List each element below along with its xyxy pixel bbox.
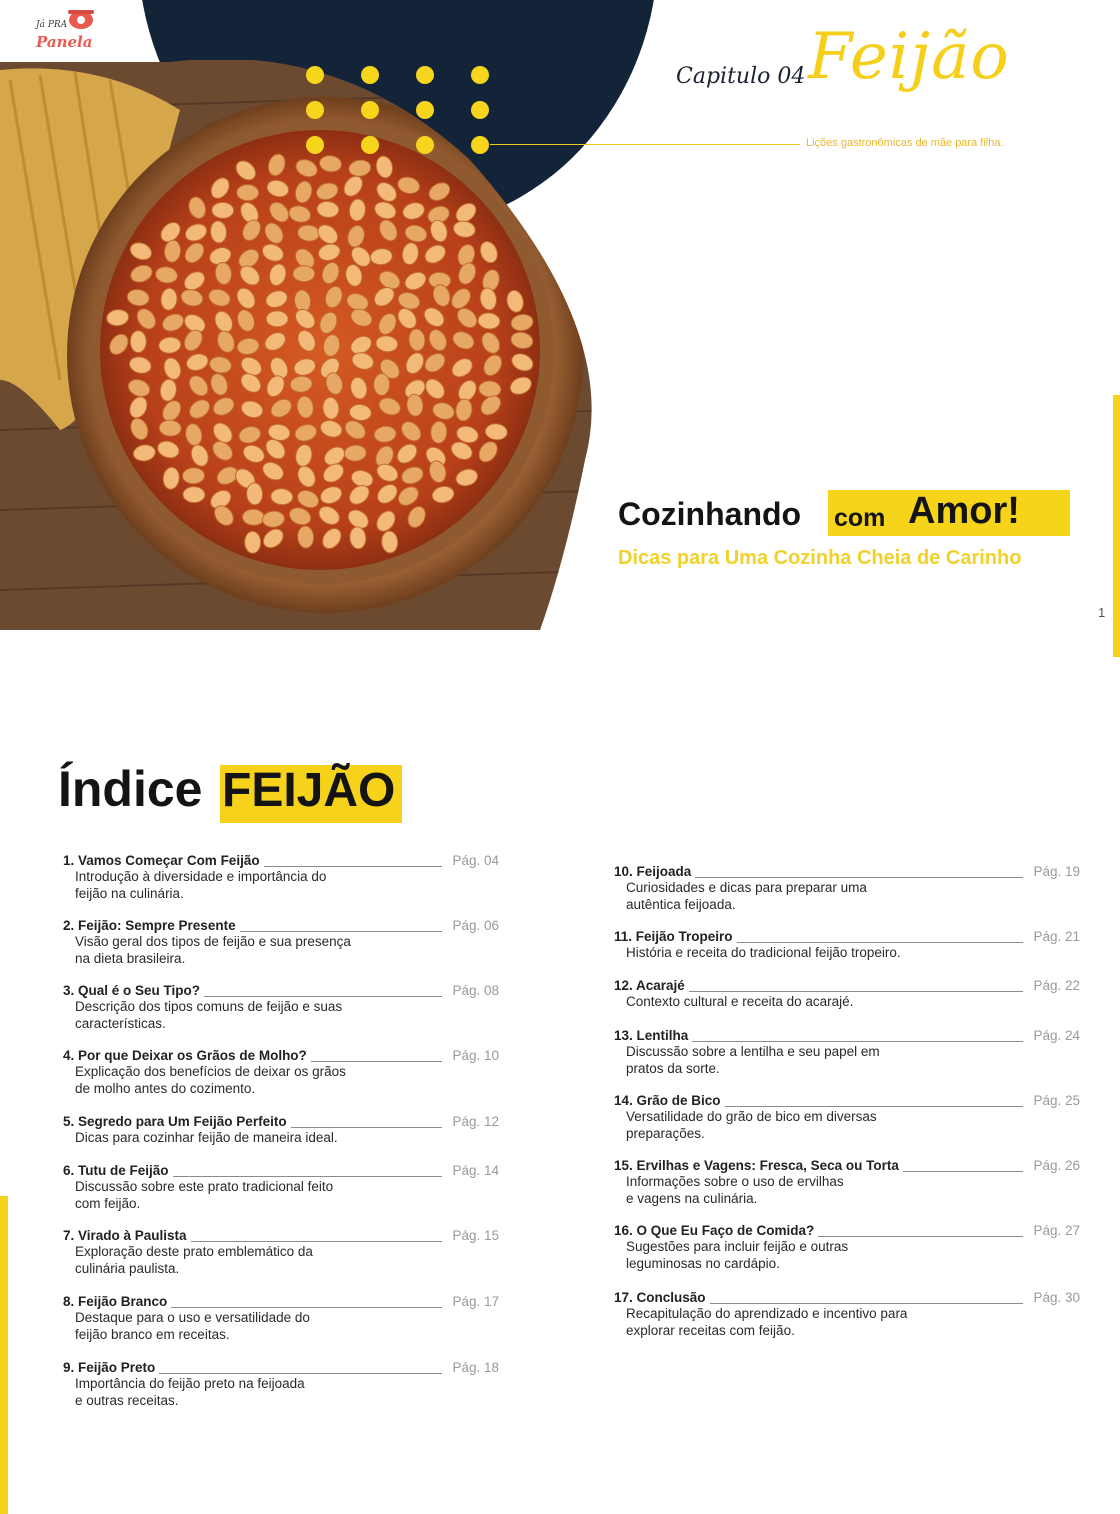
toc-item	[63, 1228, 499, 1278]
toc-leader-line	[311, 1061, 443, 1062]
toc-description-line: de molho antes do cozimento.	[75, 1080, 256, 1096]
toc-item-description	[75, 1376, 305, 1409]
toc-description-line: Importância do feijão preto na feijoada	[75, 1376, 305, 1391]
accent-bar	[1113, 395, 1120, 657]
headline-part3: Amor!	[908, 490, 1020, 532]
subheadline: Dicas para Uma Cozinha Cheia de Carinho	[618, 547, 1022, 569]
toc-item	[63, 983, 499, 1033]
chapter-title: Feijão	[808, 20, 1010, 94]
toc-item-title: 11. Feijão Tropeiro	[614, 929, 733, 944]
toc-description-line: autêntica feijoada.	[626, 896, 736, 912]
toc-item-title: 13. Lentilha	[614, 1028, 689, 1043]
toc-item-title: 4. Por que Deixar os Grãos de Molho?	[63, 1048, 307, 1063]
toc-description-line: Explicação dos benefícios de deixar os grãos	[75, 1064, 346, 1079]
decor-dot	[471, 136, 489, 154]
decor-dot	[306, 101, 324, 119]
toc-item-page: Pág. 25	[1033, 1093, 1080, 1108]
toc-item-description	[75, 869, 326, 902]
toc-item-title: 6. Tutu de Feijão	[63, 1163, 169, 1178]
toc-description-line: Introdução à diversidade e importância do	[75, 869, 327, 884]
toc-item-page: Pág. 21	[1033, 929, 1080, 944]
toc-description-line: feijão na culinária.	[75, 885, 184, 901]
toc-leader-line	[291, 1127, 443, 1128]
toc-item-page: Pág. 06	[452, 918, 499, 933]
toc-leader-line	[692, 1041, 1023, 1042]
toc-description-line: Informações sobre o uso de ervilhas	[626, 1174, 844, 1189]
toc-item-description	[626, 945, 901, 962]
toc-description-line: Curiosidades e dicas para preparar uma	[626, 880, 867, 895]
toc-item-page: Pág. 30	[1033, 1290, 1080, 1305]
toc-item-description	[75, 999, 342, 1032]
toc-item	[614, 1093, 1080, 1143]
toc-item-description	[626, 1239, 848, 1272]
decor-dot	[471, 101, 489, 119]
toc-description-line: Descrição dos tipos comuns de feijão e suas	[75, 999, 343, 1014]
toc-item	[614, 1290, 1080, 1340]
decor-dot	[361, 66, 379, 84]
toc-item-title: 5. Segredo para Um Feijão Perfeito	[63, 1114, 287, 1129]
toc-description-line: características.	[75, 1015, 166, 1031]
decor-dot	[306, 66, 324, 84]
toc-item-description	[626, 1044, 880, 1077]
index-title: Índice	[58, 761, 203, 817]
toc-leader-line	[173, 1176, 443, 1177]
toc-description-line: leguminosas no cardápio.	[626, 1255, 780, 1271]
toc-item-description	[75, 1179, 333, 1212]
toc-item-page: Pág. 15	[452, 1228, 499, 1243]
toc-description-line: Discussão sobre este prato tradicional feito	[75, 1179, 334, 1194]
toc-item-page: Pág. 12	[452, 1114, 499, 1129]
headline-part1: Cozinhando	[618, 496, 802, 532]
toc-description-line: e outras receitas.	[75, 1392, 179, 1408]
toc-item-description	[626, 1174, 844, 1207]
bean-shape	[237, 184, 259, 200]
toc-item	[63, 918, 499, 968]
toc-description-line: Dicas para cozinhar feijão de maneira ideal.	[75, 1130, 338, 1145]
decor-dot	[361, 136, 379, 154]
toc-item-title: 14. Grão de Bico	[614, 1093, 721, 1108]
toc-leader-line	[240, 931, 443, 932]
toc-leader-line	[171, 1307, 442, 1308]
toc-description-line: e vagens na culinária.	[626, 1190, 758, 1206]
toc-description-line: feijão branco em receitas.	[75, 1326, 230, 1342]
bean-shape	[130, 331, 146, 353]
toc-description-line: pratos da sorte.	[626, 1060, 720, 1076]
toc-item-page: Pág. 17	[452, 1294, 499, 1309]
toc-item-title: 12. Acarajé	[614, 978, 685, 993]
toc-item-page: Pág. 26	[1033, 1158, 1080, 1173]
toc-item-title: 10. Feijoada	[614, 864, 692, 879]
toc-item	[614, 864, 1080, 914]
toc-description-line: Recapitulação do aprendizado e incentivo para	[626, 1306, 908, 1321]
index-title-highlight: FEIJÃO	[222, 764, 396, 817]
toc-item-page: Pág. 04	[452, 853, 499, 868]
toc-item	[63, 1360, 499, 1410]
tagline: Lições gastronômicas de mãe para filha.	[806, 137, 1004, 149]
toc-item	[63, 1163, 499, 1213]
toc-description-line: na dieta brasileira.	[75, 950, 186, 966]
toc-leader-line	[903, 1171, 1024, 1172]
toc-description-line: História e receita do tradicional feijão tropeiro.	[626, 945, 901, 960]
toc-item-title: 8. Feijão Branco	[63, 1294, 168, 1309]
toc-leader-line	[159, 1373, 442, 1374]
toc-item-page: Pág. 22	[1033, 978, 1080, 993]
toc-item	[614, 1028, 1080, 1078]
toc-description-line: Visão geral dos tipos de feijão e sua presença	[75, 934, 351, 949]
toc-item-description	[626, 994, 853, 1011]
toc-leader-line	[695, 877, 1023, 878]
toc-leader-line	[264, 866, 443, 867]
toc-item	[614, 978, 1080, 1028]
decor-dot	[416, 66, 434, 84]
decor-dot	[416, 136, 434, 154]
toc-item	[63, 1294, 499, 1344]
toc-item	[614, 929, 1080, 979]
logo-text-line1: Já PRA	[36, 20, 68, 30]
toc-description-line: culinária paulista.	[75, 1260, 180, 1276]
toc-item-description	[75, 1310, 310, 1343]
bean-shape	[212, 202, 234, 218]
toc-description-line: Sugestões para incluir feijão e outras	[626, 1239, 849, 1254]
tagline-rule	[490, 144, 800, 145]
toc-item-page: Pág. 19	[1033, 864, 1080, 879]
toc-item-page: Pág. 14	[452, 1163, 499, 1178]
toc-item-title: 17. Conclusão	[614, 1290, 706, 1305]
toc-description-line: com feijão.	[75, 1195, 141, 1211]
decor-dot	[416, 101, 434, 119]
cover-page	[0, 0, 1120, 660]
bean-shape	[183, 486, 205, 502]
toc-description-line: explorar receitas com feijão.	[626, 1322, 795, 1338]
toc-leader-line	[689, 991, 1024, 992]
toc-description-line: Exploração deste prato emblemático da	[75, 1244, 313, 1259]
toc-item-title: 9. Feijão Preto	[63, 1360, 156, 1375]
toc-description-line: Versatilidade do grão de bico em diversas	[626, 1109, 877, 1124]
toc-item-page: Pág. 24	[1033, 1028, 1080, 1043]
toc-description-line: Destaque para o uso e versatilidade do	[75, 1310, 310, 1325]
toc-item-page: Pág. 08	[452, 983, 499, 998]
bean-shape	[244, 531, 260, 553]
toc-item	[63, 1048, 499, 1098]
toc-item-title: 7. Virado à Paulista	[63, 1228, 187, 1243]
headline-part2: com	[834, 504, 886, 532]
toc-item-description	[626, 880, 867, 913]
bean-shape	[266, 311, 288, 327]
toc-item-page: Pág. 18	[452, 1360, 499, 1375]
toc-item	[614, 1158, 1080, 1208]
toc-leader-line	[204, 996, 442, 997]
toc-description-line: Contexto cultural e receita do acarajé.	[626, 994, 854, 1009]
toc-leader-line	[710, 1303, 1024, 1304]
toc-item-description	[75, 1244, 313, 1277]
toc-item-title: 15. Ervilhas e Vagens: Fresca, Seca ou Torta	[614, 1158, 899, 1173]
toc-leader-line	[737, 942, 1024, 943]
toc-item	[614, 1223, 1080, 1273]
bean-shape	[373, 373, 389, 395]
toc-item-title: 1. Vamos Começar Com Feijão	[63, 853, 260, 868]
toc-item-title: 2. Feijão: Sempre Presente	[63, 918, 236, 933]
toc-leader-line	[191, 1241, 443, 1242]
toc-item-description	[626, 1306, 907, 1339]
logo-text-line2: Panela	[36, 33, 93, 51]
decor-dot	[361, 101, 379, 119]
toc-item-title: 16. O Que Eu Faço de Comida?	[614, 1223, 815, 1238]
bean-shape	[293, 266, 315, 282]
toc-item-description	[75, 934, 351, 967]
toc-item-description	[75, 1064, 346, 1097]
accent-bar	[0, 1196, 8, 1514]
decor-dot	[471, 66, 489, 84]
toc-item-description	[75, 1130, 338, 1147]
decor-dot	[306, 136, 324, 154]
toc-item-page: Pág. 10	[452, 1048, 499, 1063]
toc-description-line: preparações.	[626, 1125, 705, 1141]
toc-item-description	[626, 1109, 877, 1142]
toc-item	[63, 853, 499, 903]
bean-shape	[182, 467, 205, 484]
toc-leader-line	[818, 1236, 1023, 1237]
chapter-label: Capitulo 04	[676, 64, 806, 89]
toc-item-title: 3. Qual é o Seu Tipo?	[63, 983, 201, 998]
toc-item-page: Pág. 27	[1033, 1223, 1080, 1238]
page-number: 1	[1098, 605, 1106, 620]
toc-item	[63, 1114, 499, 1164]
toc-leader-line	[725, 1106, 1024, 1107]
toc-description-line: Discussão sobre a lentilha e seu papel em	[626, 1044, 880, 1059]
pot-logo-icon	[64, 6, 98, 30]
